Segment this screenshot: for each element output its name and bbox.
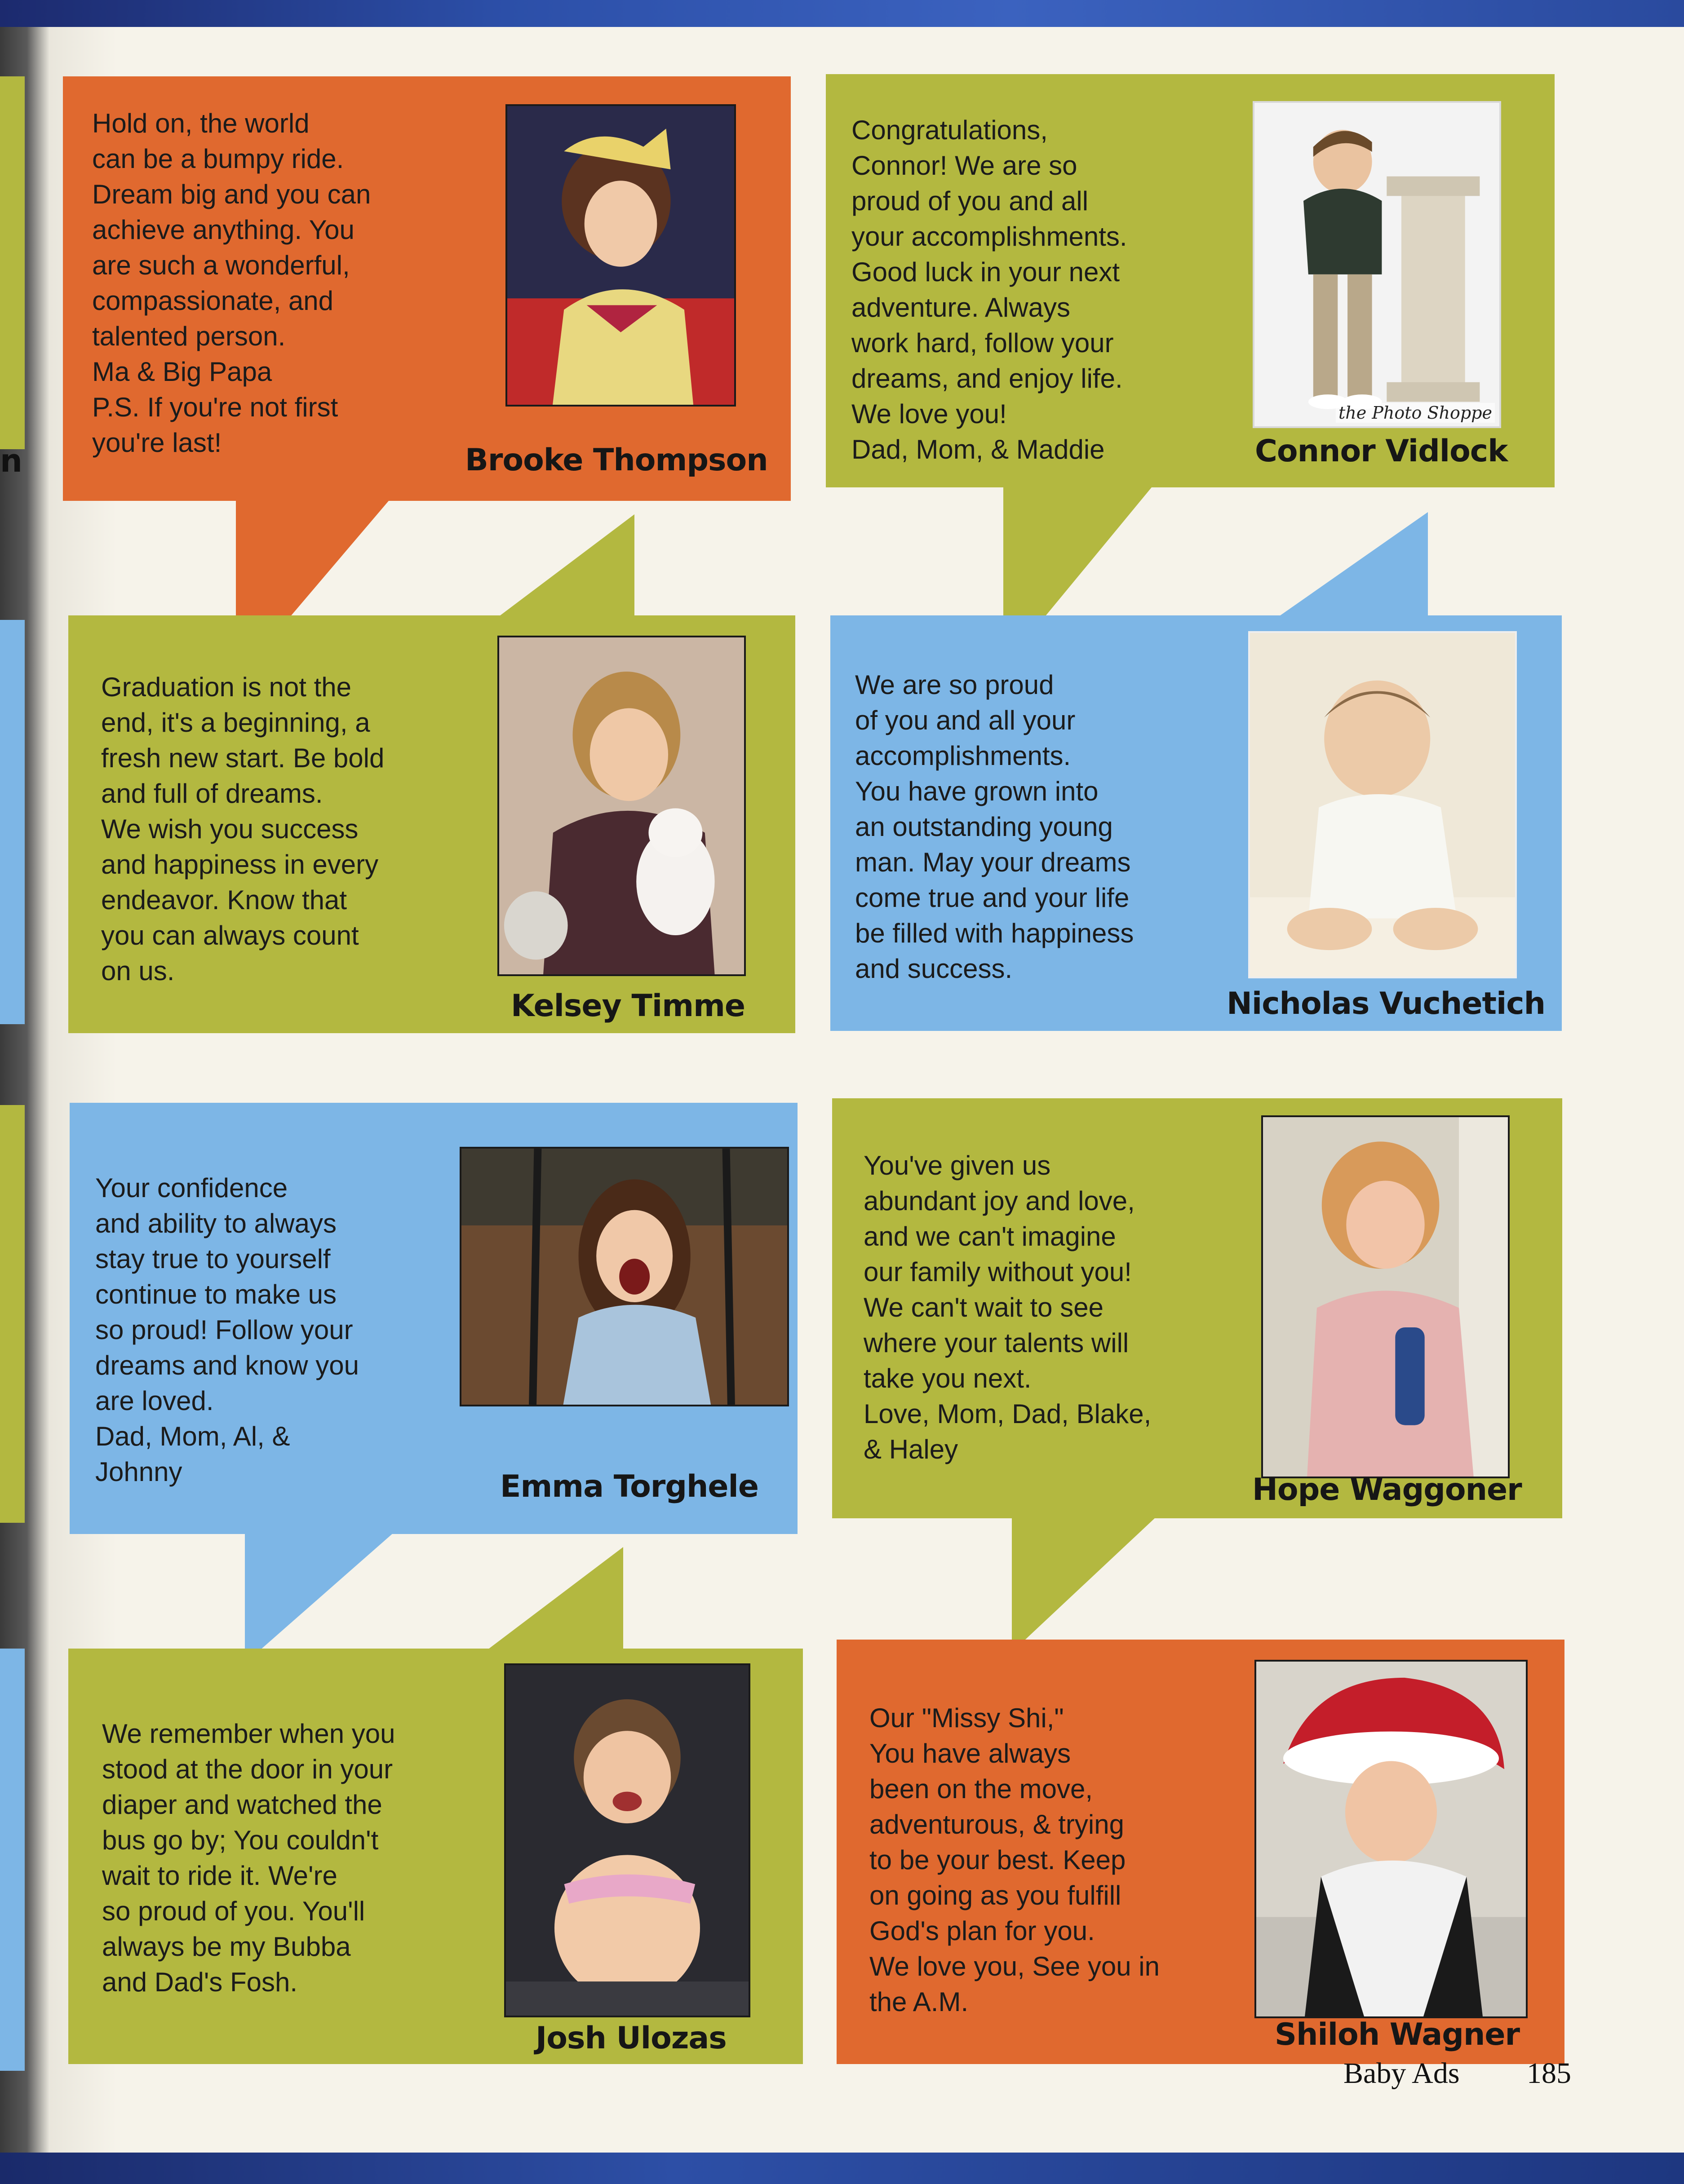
ad-name: Kelsey Timme bbox=[511, 988, 745, 1024]
speech-bubble-tail bbox=[1280, 512, 1428, 616]
speech-bubble-tail bbox=[1012, 1517, 1156, 1652]
baby-photo bbox=[504, 1663, 750, 2017]
baby-photo bbox=[1261, 1115, 1510, 1478]
left-page-text-fragment: n bbox=[0, 442, 22, 479]
ad-message: Hold on, the world can be a bumpy ride. Dream big and you can achieve anything. You are such a wonderful, compassionate, and talented person. Ma & Big Papa P.S. If you're not first you're last! bbox=[92, 108, 371, 458]
ad-name: Emma Torghele bbox=[500, 1469, 758, 1504]
ad-message: Our "Missy Shi," You have always been on the move, adventurous, & trying to be your best. Keep on going as you fulfill God's plan for you. We love you, See you in the A.M. bbox=[869, 1703, 1160, 2017]
left-page-strip-blue-2 bbox=[0, 1649, 25, 2071]
ad-message: You've given us abundant joy and love, and we can't imagine our family without you! We can't wait to see where your talents will take you next. Love, Mom, Dad, Blake, & Haley bbox=[864, 1150, 1152, 1464]
baby-photo bbox=[1254, 1660, 1528, 2018]
ad-name: Nicholas Vuchetich bbox=[1227, 986, 1545, 1021]
ad-connor-vidlock bbox=[826, 74, 1555, 487]
speech-bubble-tail bbox=[245, 1533, 393, 1663]
bottom-binding-edge bbox=[0, 2153, 1684, 2184]
ad-nicholas-vuchetich bbox=[830, 615, 1562, 1031]
speech-bubble-tail bbox=[500, 514, 634, 616]
ad-message: Your confidence and ability to always stay true to yourself continue to make us so proud! Follow your dreams and know you are loved. Dad, Mom, Al, & Johnny bbox=[95, 1173, 359, 1487]
left-page-strip-blue bbox=[0, 620, 25, 1024]
ad-name: Brooke Thompson bbox=[465, 442, 768, 478]
ad-name: Connor Vidlock bbox=[1255, 433, 1508, 469]
photo-studio-caption: the Photo Shoppe bbox=[1336, 403, 1495, 423]
ad-message: Congratulations, Connor! We are so proud of you and all your accomplishments. Good luck in your next adventure. Always work hard, follow your dreams, and enjoy life. We love you! Dad, Mom, & Maddie bbox=[851, 115, 1127, 464]
baby-photo bbox=[1253, 101, 1501, 428]
speech-bubble-tail bbox=[488, 1547, 623, 1649]
left-page-strip-green-2 bbox=[0, 1105, 25, 1523]
ad-message: We are so proud of you and all your accomplishments. You have grown into an outstanding young man. May your dreams come true and your life be filled with happiness and success. bbox=[855, 670, 1134, 984]
section-label: Baby Ads bbox=[1343, 2057, 1460, 2090]
ad-name: Shiloh Wagner bbox=[1275, 2017, 1520, 2052]
left-page-strip-green bbox=[0, 76, 25, 449]
page-number: 185 bbox=[1527, 2057, 1571, 2090]
ad-brooke-thompson bbox=[63, 76, 791, 501]
ad-hope-waggoner bbox=[832, 1098, 1562, 1518]
ad-message: We remember when you stood at the door in your diaper and watched the bus go by; You couldn't wait to ride it. We're so proud of you. You'll always be my Bubba and Dad's Fosh. bbox=[102, 1719, 395, 1997]
ad-kelsey-timme bbox=[68, 615, 795, 1033]
ad-shiloh-wagner bbox=[837, 1640, 1564, 2064]
top-binding-edge bbox=[0, 0, 1684, 27]
ad-name: Josh Ulozas bbox=[536, 2020, 727, 2056]
baby-photo bbox=[460, 1147, 789, 1406]
baby-photo bbox=[497, 636, 746, 976]
baby-photo bbox=[1248, 631, 1517, 978]
ad-josh-ulozas bbox=[68, 1649, 803, 2064]
ad-emma-torghele bbox=[70, 1103, 798, 1534]
ad-message: Graduation is not the end, it's a beginning, a fresh new start. Be bold and full of dreams. We wish you success and happiness in every endeavor. Know that you can always count on us. bbox=[101, 672, 385, 986]
baby-photo bbox=[505, 104, 736, 407]
ad-name: Hope Waggoner bbox=[1252, 1472, 1522, 1508]
